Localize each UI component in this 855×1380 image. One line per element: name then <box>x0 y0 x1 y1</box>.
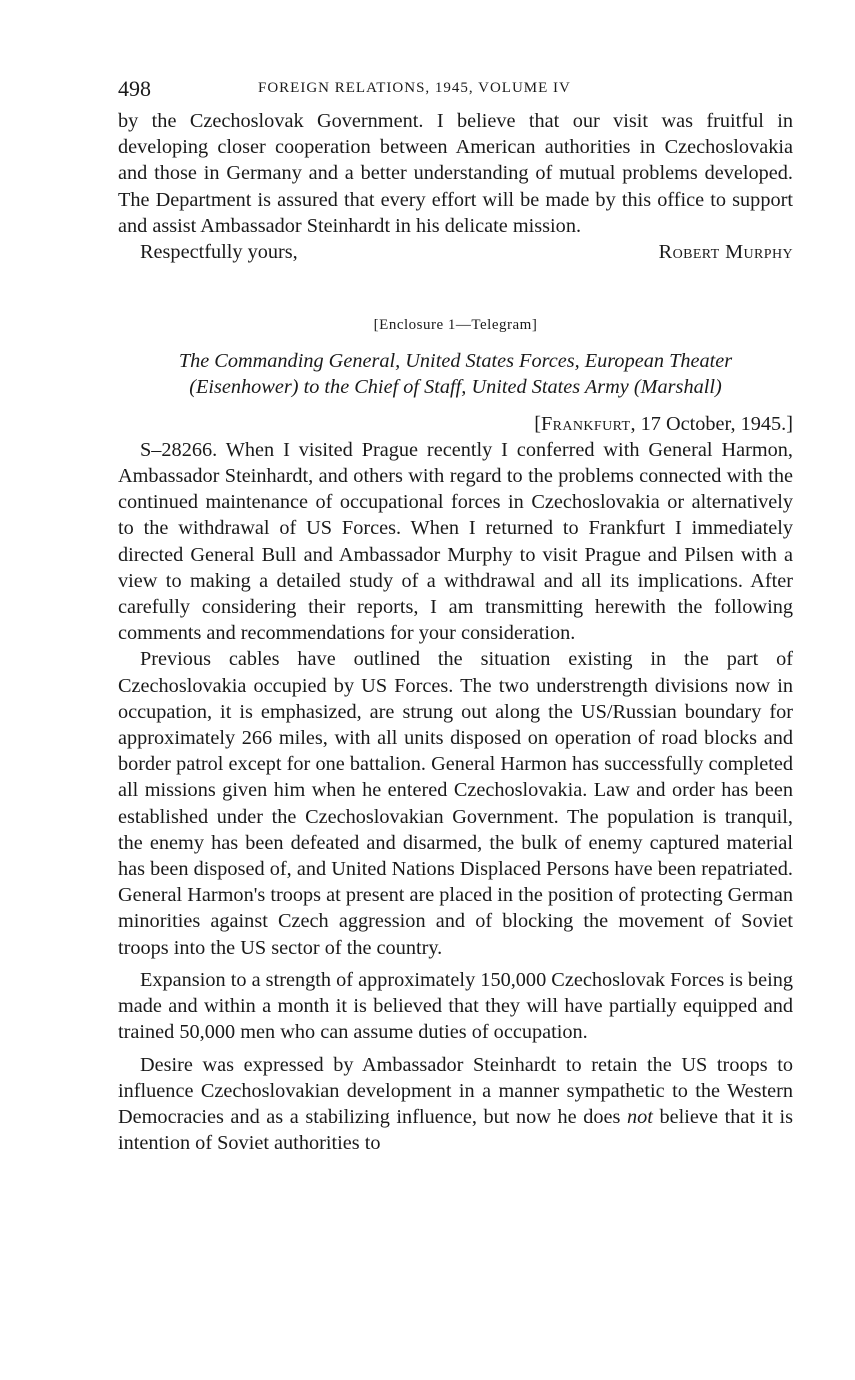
complimentary-close: Respectfully yours, <box>140 241 298 264</box>
dateline-place: Frankfurt <box>540 412 631 435</box>
document-title-line-1: The Commanding General, United States Forces, European Theater <box>178 350 733 373</box>
document-title-line-2: (Eisenhower) to the Chief of Staff, United States Army (Marshall) <box>189 376 722 399</box>
running-head: FOREIGN RELATIONS, 1945, VOLUME IV <box>258 80 571 96</box>
paragraph-3: Expansion to a strength of approximately 150,000 Czechoslovak Forces is being made and within a month it is believed that they will have partially equipped and trained 50,000 men who can assume duties of occupation. <box>118 968 793 1044</box>
paragraph-1: S–28266. When I visited Prague recently I conferred with General Harmon, Ambassador Steinhardt, and others with regard to the problems connected with the continued maintenance of occupational forces in Czechoslovakia or alternatively to the withdrawal of US Forces. When I returned to Frankfurt I immediately directed General Bull and Ambassador Murphy to visit Prague and Pilsen with a view to making a detailed study of a withdrawal and all its implications. After carefully considering their reports, I am transmitting herewith the following comments and recommendations for your consideration. <box>118 438 793 645</box>
document-title <box>118 348 793 400</box>
enclosure-label: [Enclosure 1—Telegram] <box>373 317 538 334</box>
dateline-open: [ <box>534 412 541 435</box>
paragraph-4 <box>118 1052 793 1157</box>
dateline-date: , 17 October, 1945.] <box>630 412 793 435</box>
page-header <box>118 74 793 108</box>
page-number: 498 <box>118 76 151 101</box>
document-page <box>118 74 793 1156</box>
opening-paragraph: by the Czechoslovak Government. I believe that our visit was fruitful in developing closer cooperation between American authorities in Czechoslovakia and those in Germany and a better understanding of mutual problems developed. The Department is assured that every effort will be made by this office to support and assist Ambassador Steinhardt in his delicate mission. <box>118 110 793 237</box>
paragraph-2: Previous cables have outlined the situation existing in the part of Czechoslovakia occupied by US Forces. The two understrength divisions now in occupation, it is emphasized, are strung out along the US/Russian boundary for approximately 266 miles, with all units disposed on operation of road blocks and border patrol except for one battalion. General Harmon has successfully completed all missions given him when he entered Czechoslovakia. Law and order has been established under the Czechoslovakian Government. The population is tranquil, the enemy has been defeated and disarmed, the bulk of enemy captured material has been disposed of, and United Nations Displaced Persons have been repatriated. General Harmon's troops at present are placed in the position of protecting German minorities against Czech aggression and of blocking the movement of Soviet troops into the US sector of the country. <box>118 648 793 959</box>
paragraph-4-text-after: believe that it is intention of Soviet authorities to <box>118 1105 793 1155</box>
dateline <box>118 411 793 437</box>
paragraph-4-emphasis: not <box>627 1105 653 1128</box>
paragraph-4-text-before: Desire was expressed by Ambassador Steinhardt to retain the US troops to influence Czechoslovakian development in a manner sympathetic to the Western Democracies and as a stabilizing influence, but now he does <box>118 1053 793 1128</box>
letter-closing <box>118 239 793 265</box>
signature: Robert Murphy <box>658 241 793 264</box>
